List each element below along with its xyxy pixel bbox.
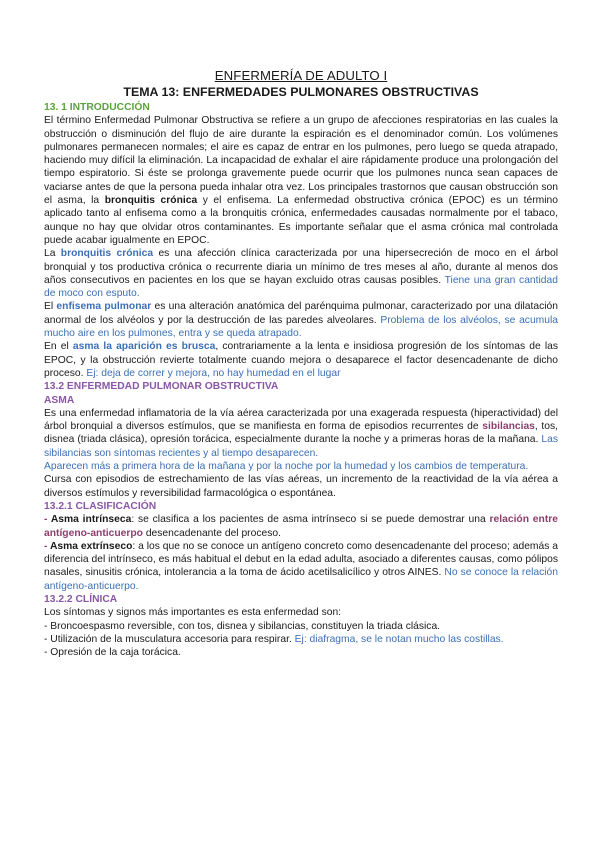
enfisema-text-b: es una alteración anatómica del parénquima pulmonar, caracterizado por una dilatación anormal de los alvéolos y por la destrucción de las paredes alveolares.: [44, 301, 558, 326]
extrinseco-dash: -: [44, 540, 50, 552]
asma-term: asma: [72, 341, 100, 353]
asma-intro-note: Ej: deja de correr y mejora, no hay humedad en el lugar: [86, 367, 341, 379]
clinica-item-2-text: - Utilización de la musculatura accesoria para respirar.: [44, 633, 295, 645]
document-title: ENFERMERÍA DE ADULTO I: [214, 68, 388, 83]
intro-paragraph: [44, 114, 558, 247]
section-heading-epo: 13.2 ENFERMEDAD PULMONAR OBSTRUCTIVA: [44, 381, 279, 393]
asma-extrinseco-item: [44, 540, 558, 593]
aparicion-brusca-term: la aparición es brusca: [103, 341, 216, 353]
asma-timing-note: Aparecen más a primera hora de la mañana y por la noche por la humedad y los cambios de temperatura.: [44, 461, 529, 473]
intrinseca-text-2: desencadenante del proceso.: [142, 527, 281, 539]
asma-intrinseca-item: [44, 513, 558, 540]
intrinseca-dash: -: [44, 514, 51, 526]
section-heading-clasificacion: 13.2.1 CLASIFICACIÓN: [44, 500, 157, 512]
antigeno-anticuerpo-term: relación entre antígeno-anticuerpo: [44, 514, 558, 539]
clinica-item-2: [44, 633, 558, 646]
section-heading-intro: 13. 1 INTRODUCCIÓN: [44, 102, 150, 113]
extrinseco-term: Asma extrínseco: [49, 540, 133, 552]
clinica-item-2-note: Ej: diafragma, se le notan mucho las costillas.: [294, 633, 504, 645]
extrinseco-note: No se conoce la relación antígeno-anticuerpo.: [44, 567, 558, 592]
asma-def-text-a: Es una enfermedad inflamatoria de la vía aérea caracterizada por una exagerada respuesta (hiperactividad) del árbol bronquial a diversos estímulos, que se manifiesta en forma de episodios recurrentes de: [44, 407, 558, 433]
bronquitis-paragraph: [44, 247, 558, 300]
clinica-intro: Los síntomas y signos más importantes es esta enfermedad son:: [44, 607, 342, 619]
asma-intro-paragraph: [44, 340, 558, 380]
clinica-item-3: - Opresión de la caja torácica.: [44, 647, 181, 659]
intro-bold-term: bronquitis crónica: [104, 195, 198, 207]
enfisema-term: enfisema pulmonar: [56, 301, 152, 313]
bronquitis-term: bronquitis crónica: [60, 248, 154, 260]
asma-course-paragraph: Cursa con episodios de estrechamiento de las vías aéreas, un incremento de la reactividad de la vía aérea a diversos estímulos y reversibilidad farmacológica o espontánea.: [44, 474, 558, 499]
section-heading-clinica: 13.2.2 CLÍNICA: [44, 593, 118, 605]
enfisema-paragraph: [44, 300, 558, 340]
bronquitis-note: Tiene una gran cantidad de moco con esputo.: [44, 274, 558, 300]
bronquitis-text-a: La: [44, 248, 61, 260]
intrinseca-text: : se clasifica a los pacientes de asma intrínseco si se puede demostrar una: [131, 514, 490, 526]
sibilancias-note: Las sibilancias son síntomas recientes y al tiempo desaparecen.: [44, 434, 558, 459]
intro-text-b: y el enfisema. La enfermedad obstructiva crónica (EPOC) es un término aplicado tanto al enfisema como a la bronquitis crónica, enfermedades causadas normalmente por el tabaco, aunque no hay que olvidar otros contaminantes. Es importante señalar que el asma crónica mal controlada puede acabar igualmente en EPOC.: [44, 195, 558, 246]
asma-intro-text-a: En el: [44, 341, 73, 353]
asma-intro-text-b: , contrariamente a la lenta e insidiosa progresión de los síntomas de las EPOC, y la obstrucción revierte totalmente cuando mejora o desaparece el factor desencadenante de dicho proceso.: [44, 341, 558, 379]
document-subtitle: TEMA 13: ENFERMEDADES PULMONARES OBSTRUCTIVAS: [123, 85, 479, 99]
asma-def-text-b: , tos, disnea (triada clásica), opresión torácica, especialmente durante la noche y a primeras horas de la mañana.: [44, 421, 558, 446]
enfisema-text-a: El: [44, 301, 57, 313]
sibilancias-term: sibilancias: [482, 421, 535, 433]
enfisema-note: Problema de los alvéolos, se acumula mucho aire en los pulmones, entra y se queda atrapado.: [44, 314, 558, 340]
bronquitis-text-b: es una afección clínica caracterizada por una hipersecreción de moco en el árbol bronquial y tos productiva crónica o recurrente diaria un mínimo de tres meses al año, durante al menos dos años consecutivos en pacientes en los que se hayan excluido otras causas posibles.: [44, 248, 558, 286]
subsection-heading-asma: ASMA: [44, 394, 75, 406]
clinica-item-1: - Broncoespasmo reversible, con tos, disnea y sibilancias, constituyen la triada clásica.: [44, 620, 441, 632]
asma-definition-paragraph: [44, 407, 558, 460]
extrinseco-text: : a los que no se conoce un antígeno concreto como desencadenante del proceso; además a diferencia del intrínseco, es más habitual el debut en la edad adulta, asociado a diferentes causas, como pólipos nasales, sinusitis crónica, intolerancia a la toma de ácido acetilsalicílico y otros AINES.: [44, 540, 558, 579]
intrinseca-term: Asma intrínseca: [50, 514, 132, 526]
intro-text-a: El término Enfermedad Pulmonar Obstructiva se refiere a un grupo de afecciones respiratorias en las cuales la obstrucción o disminución del flujo de aire durante la espiración es el denominador común. Los volúmenes pulmonares permanecen normales; el aire es capaz de entrar en los pulmones, pero luego se queda atrapado, haciendo muy difícil la eliminación. La incapacidad de exhalar el aire rápidamente produce una prolongación del tiempo espiratorio. Si éste se prolonga gravemente puede ocurrir que los pulmones nunca sean capaces de vaciarse antes de que la persona pueda inhalar otra vez. Los principales trastornos que causan obstrucción son el asma, la: [44, 115, 558, 207]
